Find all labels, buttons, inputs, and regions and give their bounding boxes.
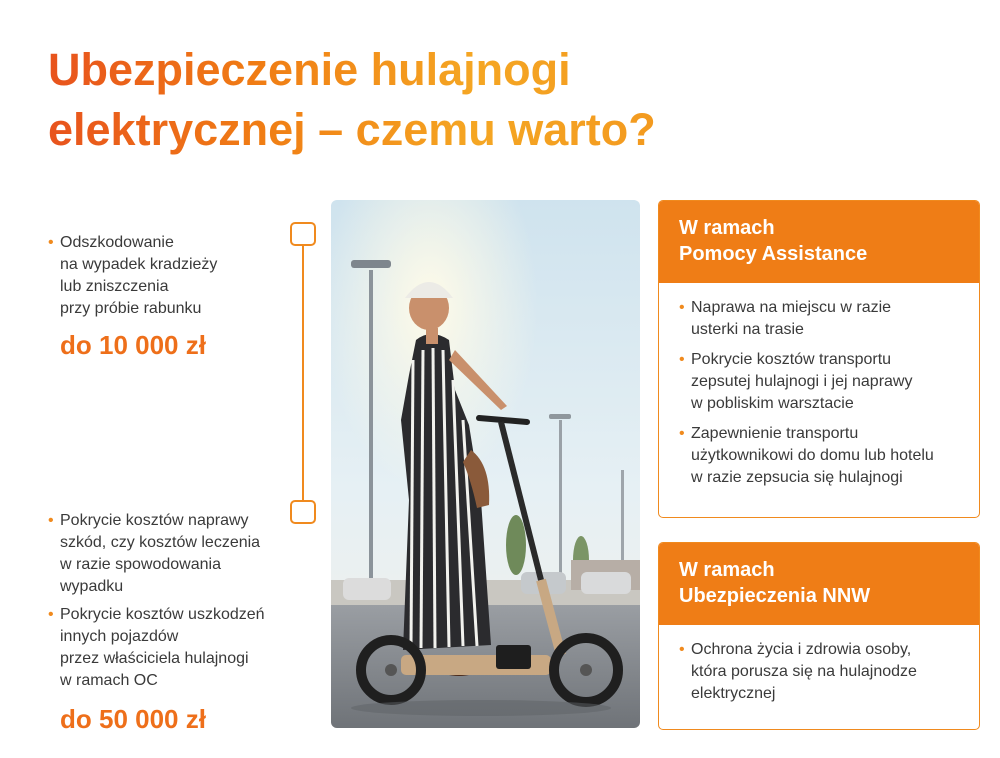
benefit-item: • Odszkodowanie na wypadek kradzieży lub zniszczenia przy próbie rabunku [48,232,217,320]
scooter-photo [331,200,640,728]
assistance-card-title: W ramach Pomocy Assistance [659,201,979,283]
title-line-2: elektrycznej – czemu warto? [48,104,656,155]
theft-benefit-list [48,232,217,326]
title-line-1: Ubezpieczenie hulajnogi [48,44,571,95]
assistance-item: • Pokrycie kosztów transportu zepsutej hulajnogi i jej naprawy w pobliskim warsztacie [679,349,965,415]
assistance-item: • Zapewnienie transportu użytkownikowi do domu lub hotelu w razie zepsucia się hulajnogi [679,423,965,489]
nnw-card [658,542,980,730]
assistance-list [659,283,979,505]
benefit-item: • Pokrycie kosztów uszkodzeń innych pojazdów przez właściciela hulajnogi w ramach OC [48,604,265,692]
assistance-card [658,200,980,518]
benefit-item: • Pokrycie kosztów naprawy szkód, czy kosztów leczenia w razie spowodowania wypadku [48,510,265,598]
timeline-node-2 [290,500,316,524]
timeline-line [302,246,304,500]
timeline-node-1 [290,222,316,246]
nnw-card-title: W ramach Ubezpieczenia NNW [659,543,979,625]
assistance-item: • Naprawa na miejscu w razie usterki na trasie [679,297,965,341]
page-title [48,40,656,160]
theft-amount: do 10 000 zł [60,330,206,360]
nnw-list [659,625,979,721]
nnw-item: • Ochrona życia i zdrowia osoby, która porusza się na hulajnodze elektrycznej [679,639,965,705]
liability-benefit-list [48,510,265,698]
liability-amount: do 50 000 zł [60,704,206,734]
